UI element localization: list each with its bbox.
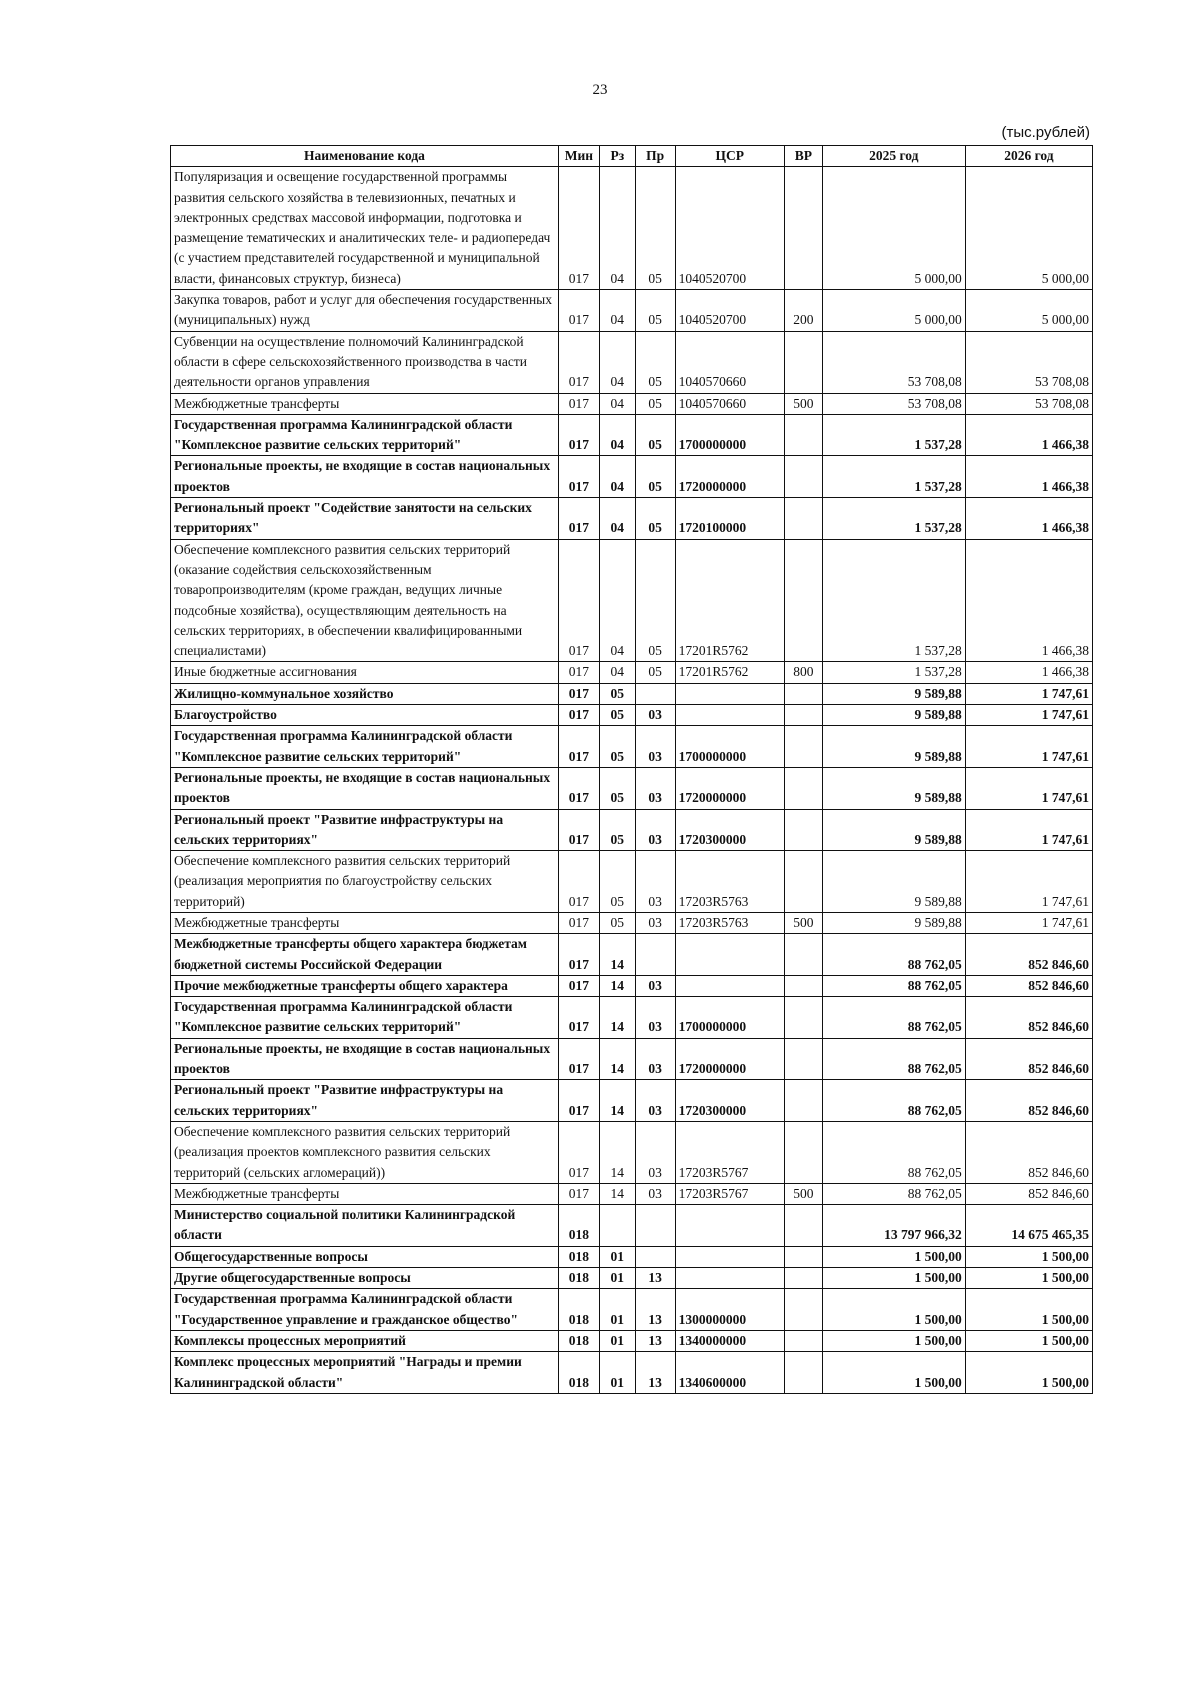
cell-name: Субвенции на осуществление полномочий Калининградской области в сфере сельскохозяйственного производства в части деятельности органов управления (171, 331, 559, 393)
cell-2026: 1 466,38 (965, 539, 1092, 662)
cell-csr: 17201R5762 (675, 539, 784, 662)
cell-2026: 1 500,00 (965, 1246, 1092, 1267)
cell-name: Региональный проект "Содействие занятости на сельских территориях" (171, 498, 559, 540)
cell-rz: 05 (599, 767, 635, 809)
cell-min: 017 (558, 1121, 599, 1183)
cell-2025: 1 537,28 (822, 539, 965, 662)
cell-name: Региональный проект "Развитие инфраструктуры на сельских территориях" (171, 1080, 559, 1122)
cell-name: Региональный проект "Развитие инфраструктуры на сельских территориях" (171, 809, 559, 851)
cell-pr: 03 (635, 997, 675, 1039)
cell-2025: 13 797 966,32 (822, 1205, 965, 1247)
table-row (171, 851, 1093, 913)
cell-vr: 200 (784, 290, 822, 332)
cell-pr: 03 (635, 1121, 675, 1183)
cell-pr: 05 (635, 539, 675, 662)
cell-2026: 852 846,60 (965, 1183, 1092, 1204)
cell-vr (784, 498, 822, 540)
cell-2025: 5 000,00 (822, 167, 965, 290)
cell-min: 017 (558, 1080, 599, 1122)
cell-2025: 88 762,05 (822, 1121, 965, 1183)
cell-rz: 04 (599, 167, 635, 290)
cell-name: Межбюджетные трансферты (171, 1183, 559, 1204)
cell-rz: 14 (599, 1183, 635, 1204)
cell-csr: 1340000000 (675, 1330, 784, 1351)
cell-2026: 852 846,60 (965, 934, 1092, 976)
cell-rz: 04 (599, 393, 635, 414)
table-row (171, 393, 1093, 414)
cell-csr: 1340600000 (675, 1352, 784, 1394)
header-name: Наименование кода (171, 146, 559, 167)
cell-vr (784, 414, 822, 456)
cell-2026: 1 500,00 (965, 1352, 1092, 1394)
cell-2025: 1 500,00 (822, 1330, 965, 1351)
cell-name: Комплекс процессных мероприятий "Награды и премии Калининградской области" (171, 1352, 559, 1394)
cell-pr: 03 (635, 975, 675, 996)
header-vr: ВР (784, 146, 822, 167)
cell-pr: 05 (635, 167, 675, 290)
cell-2026: 1 747,61 (965, 851, 1092, 913)
cell-min: 018 (558, 1268, 599, 1289)
cell-name: Обеспечение комплексного развития сельских территорий (реализация проектов комплексного развития сельских территорий (сельских агломераций)) (171, 1121, 559, 1183)
cell-rz: 05 (599, 726, 635, 768)
cell-vr (784, 1352, 822, 1394)
cell-2025: 5 000,00 (822, 290, 965, 332)
cell-2026: 852 846,60 (965, 1121, 1092, 1183)
cell-vr (784, 683, 822, 704)
cell-name: Благоустройство (171, 705, 559, 726)
cell-csr: 1700000000 (675, 997, 784, 1039)
cell-2026: 1 747,61 (965, 912, 1092, 933)
cell-csr: 1040520700 (675, 167, 784, 290)
table-row (171, 934, 1093, 976)
cell-vr (784, 975, 822, 996)
cell-rz: 04 (599, 414, 635, 456)
cell-pr: 05 (635, 393, 675, 414)
cell-rz: 05 (599, 683, 635, 704)
cell-vr (784, 1121, 822, 1183)
cell-2025: 88 762,05 (822, 934, 965, 976)
cell-rz: 14 (599, 997, 635, 1039)
table-row (171, 498, 1093, 540)
cell-rz: 14 (599, 1121, 635, 1183)
cell-name: Другие общегосударственные вопросы (171, 1268, 559, 1289)
cell-2025: 9 589,88 (822, 705, 965, 726)
cell-2026: 1 747,61 (965, 683, 1092, 704)
cell-csr (675, 1246, 784, 1267)
header-csr: ЦСР (675, 146, 784, 167)
cell-csr: 1040570660 (675, 331, 784, 393)
cell-2026: 852 846,60 (965, 1038, 1092, 1080)
cell-2025: 88 762,05 (822, 1038, 965, 1080)
cell-2025: 1 500,00 (822, 1352, 965, 1394)
cell-2026: 5 000,00 (965, 167, 1092, 290)
cell-pr: 03 (635, 1080, 675, 1122)
cell-pr: 03 (635, 1038, 675, 1080)
cell-csr (675, 683, 784, 704)
cell-pr: 05 (635, 662, 675, 683)
cell-2026: 1 747,61 (965, 726, 1092, 768)
cell-rz: 01 (599, 1268, 635, 1289)
cell-min: 018 (558, 1352, 599, 1394)
cell-2025: 9 589,88 (822, 809, 965, 851)
cell-pr: 05 (635, 331, 675, 393)
table-row (171, 414, 1093, 456)
cell-pr: 03 (635, 726, 675, 768)
cell-2026: 1 500,00 (965, 1268, 1092, 1289)
cell-csr (675, 975, 784, 996)
cell-min: 017 (558, 456, 599, 498)
cell-rz: 01 (599, 1289, 635, 1331)
cell-rz: 04 (599, 662, 635, 683)
table-header-row (171, 146, 1093, 167)
cell-min: 018 (558, 1289, 599, 1331)
cell-vr (784, 1080, 822, 1122)
cell-vr: 500 (784, 1183, 822, 1204)
cell-2025: 88 762,05 (822, 975, 965, 996)
cell-2025: 9 589,88 (822, 912, 965, 933)
table-row (171, 809, 1093, 851)
cell-vr (784, 726, 822, 768)
cell-pr: 13 (635, 1268, 675, 1289)
cell-2025: 9 589,88 (822, 767, 965, 809)
cell-csr: 1720300000 (675, 809, 784, 851)
cell-2026: 1 466,38 (965, 498, 1092, 540)
cell-min: 017 (558, 167, 599, 290)
table-row (171, 726, 1093, 768)
cell-min: 017 (558, 705, 599, 726)
cell-2025: 53 708,08 (822, 331, 965, 393)
header-rz: Рз (599, 146, 635, 167)
cell-vr (784, 997, 822, 1039)
units-label: (тыс.рублей) (1001, 124, 1090, 141)
cell-2025: 1 500,00 (822, 1246, 965, 1267)
cell-name: Закупка товаров, работ и услуг для обеспечения государственных (муниципальных) нужд (171, 290, 559, 332)
cell-name: Прочие межбюджетные трансферты общего характера (171, 975, 559, 996)
cell-vr (784, 331, 822, 393)
cell-csr: 17203R5763 (675, 912, 784, 933)
cell-min: 017 (558, 912, 599, 933)
cell-2026: 1 500,00 (965, 1330, 1092, 1351)
cell-2025: 53 708,08 (822, 393, 965, 414)
table-row (171, 997, 1093, 1039)
cell-2026: 1 466,38 (965, 414, 1092, 456)
cell-rz: 14 (599, 1038, 635, 1080)
cell-name: Комплексы процессных мероприятий (171, 1330, 559, 1351)
cell-2026: 1 466,38 (965, 662, 1092, 683)
cell-min: 017 (558, 1183, 599, 1204)
page-number: 23 (592, 82, 608, 98)
cell-csr: 1700000000 (675, 414, 784, 456)
budget-table (170, 145, 1093, 1394)
cell-name: Обеспечение комплексного развития сельских территорий (реализация мероприятия по благоустройству сельских территорий) (171, 851, 559, 913)
cell-2026: 1 466,38 (965, 456, 1092, 498)
table-row (171, 1352, 1093, 1394)
cell-vr (784, 1246, 822, 1267)
cell-pr (635, 934, 675, 976)
cell-2025: 88 762,05 (822, 1080, 965, 1122)
table-row (171, 683, 1093, 704)
cell-min: 017 (558, 414, 599, 456)
cell-csr: 17203R5767 (675, 1121, 784, 1183)
cell-rz: 04 (599, 498, 635, 540)
cell-csr: 1720000000 (675, 1038, 784, 1080)
table-row (171, 539, 1093, 662)
cell-rz: 05 (599, 705, 635, 726)
cell-2026: 1 747,61 (965, 705, 1092, 726)
table-row (171, 1121, 1093, 1183)
cell-min: 017 (558, 539, 599, 662)
cell-name: Министерство социальной политики Калининградской области (171, 1205, 559, 1247)
cell-min: 017 (558, 726, 599, 768)
cell-name: Региональные проекты, не входящие в состав национальных проектов (171, 456, 559, 498)
table-row (171, 662, 1093, 683)
cell-name: Межбюджетные трансферты (171, 912, 559, 933)
table-row (171, 331, 1093, 393)
cell-pr: 13 (635, 1289, 675, 1331)
cell-min: 017 (558, 498, 599, 540)
cell-csr (675, 705, 784, 726)
table-row (171, 1183, 1093, 1204)
cell-min: 017 (558, 851, 599, 913)
table-row (171, 975, 1093, 996)
cell-2026: 14 675 465,35 (965, 1205, 1092, 1247)
cell-csr: 17203R5767 (675, 1183, 784, 1204)
cell-vr (784, 851, 822, 913)
cell-min: 017 (558, 1038, 599, 1080)
cell-min: 017 (558, 662, 599, 683)
cell-min: 017 (558, 683, 599, 704)
cell-rz: 01 (599, 1352, 635, 1394)
cell-csr (675, 1205, 784, 1247)
table-row (171, 767, 1093, 809)
cell-vr (784, 705, 822, 726)
cell-csr: 1720000000 (675, 456, 784, 498)
cell-name: Обеспечение комплексного развития сельских территорий (оказание содействия сельскохозяйственным товаропроизводителям (кроме граждан, ведущих личные подсобные хозяйства), осуществляющим деятельность на сельских территориях, в обеспечении квалифицированными специалистами) (171, 539, 559, 662)
cell-pr: 03 (635, 851, 675, 913)
header-2026: 2026 год (965, 146, 1092, 167)
cell-min: 017 (558, 934, 599, 976)
cell-vr (784, 767, 822, 809)
cell-2025: 1 537,28 (822, 456, 965, 498)
cell-rz: 14 (599, 1080, 635, 1122)
cell-csr: 1720100000 (675, 498, 784, 540)
cell-name: Жилищно-коммунальное хозяйство (171, 683, 559, 704)
cell-pr: 05 (635, 498, 675, 540)
cell-name: Государственная программа Калининградской области "Комплексное развитие сельских территорий" (171, 414, 559, 456)
table-row (171, 456, 1093, 498)
cell-pr: 05 (635, 414, 675, 456)
cell-2026: 852 846,60 (965, 975, 1092, 996)
cell-vr: 800 (784, 662, 822, 683)
cell-2026: 53 708,08 (965, 331, 1092, 393)
cell-min: 018 (558, 1246, 599, 1267)
cell-2025: 1 500,00 (822, 1268, 965, 1289)
cell-pr: 05 (635, 290, 675, 332)
cell-2025: 88 762,05 (822, 1183, 965, 1204)
cell-2025: 88 762,05 (822, 997, 965, 1039)
cell-2026: 852 846,60 (965, 997, 1092, 1039)
cell-pr: 03 (635, 705, 675, 726)
cell-pr: 03 (635, 809, 675, 851)
cell-rz: 04 (599, 331, 635, 393)
cell-2026: 1 747,61 (965, 809, 1092, 851)
cell-rz: 05 (599, 912, 635, 933)
cell-pr (635, 1205, 675, 1247)
table-row (171, 167, 1093, 290)
table-row (171, 290, 1093, 332)
cell-2025: 1 500,00 (822, 1289, 965, 1331)
cell-name: Межбюджетные трансферты общего характера бюджетам бюджетной системы Российской Федерации (171, 934, 559, 976)
cell-rz: 05 (599, 851, 635, 913)
cell-pr: 03 (635, 767, 675, 809)
cell-2025: 9 589,88 (822, 851, 965, 913)
cell-2025: 1 537,28 (822, 498, 965, 540)
cell-pr: 05 (635, 456, 675, 498)
table-row (171, 1289, 1093, 1331)
cell-vr (784, 1205, 822, 1247)
cell-rz: 01 (599, 1246, 635, 1267)
cell-csr: 1700000000 (675, 726, 784, 768)
cell-min: 017 (558, 767, 599, 809)
cell-vr (784, 934, 822, 976)
table-row (171, 1205, 1093, 1247)
table-row (171, 705, 1093, 726)
cell-csr (675, 934, 784, 976)
cell-pr: 03 (635, 1183, 675, 1204)
header-2025: 2025 год (822, 146, 965, 167)
cell-2026: 1 747,61 (965, 767, 1092, 809)
table-row (171, 912, 1093, 933)
cell-min: 018 (558, 1330, 599, 1351)
cell-2026: 53 708,08 (965, 393, 1092, 414)
cell-pr: 13 (635, 1330, 675, 1351)
cell-name: Межбюджетные трансферты (171, 393, 559, 414)
cell-min: 017 (558, 997, 599, 1039)
table-row (171, 1330, 1093, 1351)
cell-vr (784, 1330, 822, 1351)
cell-pr (635, 1246, 675, 1267)
cell-min: 017 (558, 331, 599, 393)
cell-pr: 03 (635, 912, 675, 933)
cell-min: 017 (558, 809, 599, 851)
table-row (171, 1246, 1093, 1267)
cell-min: 017 (558, 290, 599, 332)
cell-vr: 500 (784, 393, 822, 414)
cell-2026: 852 846,60 (965, 1080, 1092, 1122)
cell-csr: 1040570660 (675, 393, 784, 414)
cell-name: Общегосударственные вопросы (171, 1246, 559, 1267)
cell-csr: 1040520700 (675, 290, 784, 332)
cell-name: Региональные проекты, не входящие в состав национальных проектов (171, 767, 559, 809)
cell-rz: 04 (599, 539, 635, 662)
cell-csr: 17201R5762 (675, 662, 784, 683)
cell-min: 018 (558, 1205, 599, 1247)
cell-name: Популяризация и освещение государственной программы развития сельского хозяйства в телевизионных, печатных и электронных средствах массовой информации, подготовка и размещение тематических и аналитических теле- и радиопередач (с участием представителей государственной и муниципальной власти, финансовых структур, бизнеса) (171, 167, 559, 290)
cell-name: Государственная программа Калининградской области "Государственное управление и гражданское общество" (171, 1289, 559, 1331)
cell-2025: 9 589,88 (822, 683, 965, 704)
cell-vr (784, 539, 822, 662)
table-row (171, 1038, 1093, 1080)
cell-rz (599, 1205, 635, 1247)
cell-csr: 1720000000 (675, 767, 784, 809)
table-row (171, 1080, 1093, 1122)
header-pr: Пр (635, 146, 675, 167)
cell-rz: 14 (599, 934, 635, 976)
cell-vr (784, 1289, 822, 1331)
cell-rz: 05 (599, 809, 635, 851)
cell-rz: 14 (599, 975, 635, 996)
header-min: Мин (558, 146, 599, 167)
cell-vr: 500 (784, 912, 822, 933)
table-body (171, 167, 1093, 1394)
cell-csr: 17203R5763 (675, 851, 784, 913)
cell-vr (784, 1038, 822, 1080)
cell-pr (635, 683, 675, 704)
cell-pr: 13 (635, 1352, 675, 1394)
cell-csr: 1300000000 (675, 1289, 784, 1331)
cell-vr (784, 456, 822, 498)
cell-min: 017 (558, 975, 599, 996)
cell-vr (784, 167, 822, 290)
cell-2025: 1 537,28 (822, 662, 965, 683)
cell-2026: 5 000,00 (965, 290, 1092, 332)
cell-vr (784, 1268, 822, 1289)
cell-2026: 1 500,00 (965, 1289, 1092, 1331)
cell-name: Государственная программа Калининградской области "Комплексное развитие сельских территорий" (171, 997, 559, 1039)
cell-name: Государственная программа Калининградской области "Комплексное развитие сельских территорий" (171, 726, 559, 768)
cell-csr (675, 1268, 784, 1289)
cell-csr: 1720300000 (675, 1080, 784, 1122)
cell-2025: 9 589,88 (822, 726, 965, 768)
cell-rz: 01 (599, 1330, 635, 1351)
cell-name: Иные бюджетные ассигнования (171, 662, 559, 683)
cell-rz: 04 (599, 290, 635, 332)
table-row (171, 1268, 1093, 1289)
cell-2025: 1 537,28 (822, 414, 965, 456)
cell-vr (784, 809, 822, 851)
cell-name: Региональные проекты, не входящие в состав национальных проектов (171, 1038, 559, 1080)
cell-rz: 04 (599, 456, 635, 498)
cell-min: 017 (558, 393, 599, 414)
